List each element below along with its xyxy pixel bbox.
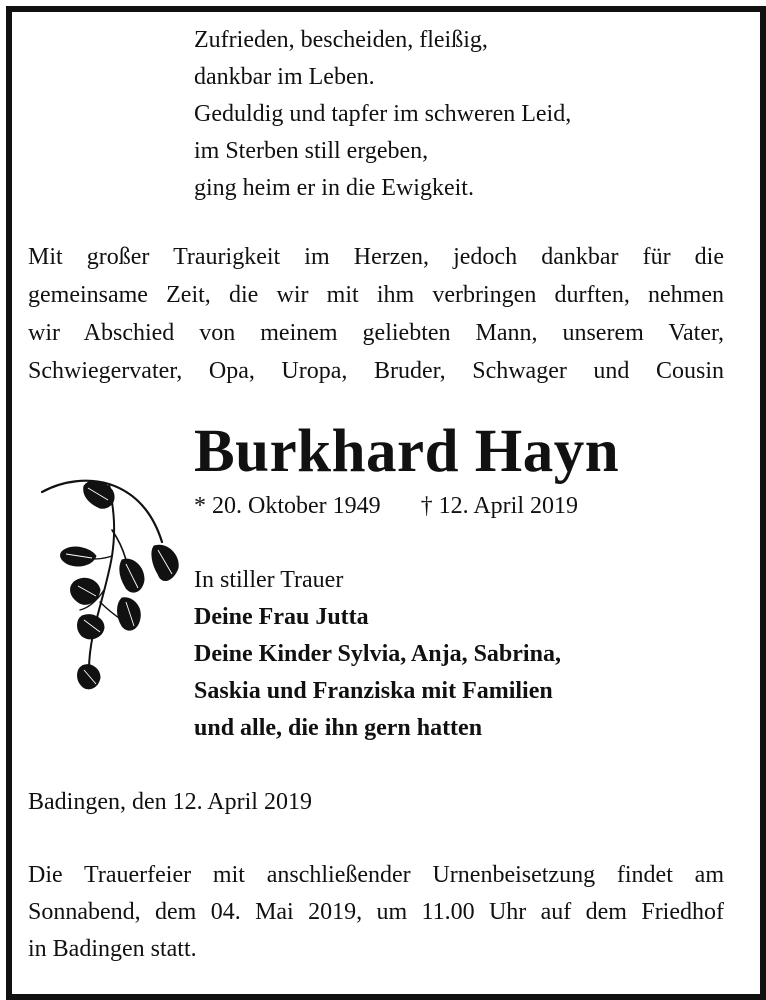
- poem-line: Zufrieden, bescheiden, fleißig,: [194, 27, 488, 53]
- mourning-intro: In stiller Trauer: [194, 567, 344, 593]
- poem-line: dankbar im Leben.: [194, 64, 375, 90]
- birch-branch-icon: [34, 470, 184, 702]
- poem-line: im Sterben still ergeben,: [194, 138, 429, 164]
- mourner-line: Saskia und Franziska mit Familien: [194, 678, 553, 704]
- intro-line: Schwiegervater, Opa, Uropa, Bruder, Schwager und Cousin: [28, 358, 724, 384]
- place-date: Badingen, den 12. April 2019: [28, 789, 312, 815]
- intro-line: gemeinsame Zeit, die wir mit ihm verbringen durften, nehmen: [28, 282, 724, 308]
- poem-line: Geduldig und tapfer im schweren Leid,: [194, 101, 572, 127]
- intro-line: Mit großer Traurigkeit im Herzen, jedoch dankbar für die: [28, 244, 724, 270]
- poem: [194, 22, 571, 207]
- funeral-line: in Badingen statt.: [28, 936, 197, 962]
- death-date: † 12. April 2019: [420, 493, 578, 519]
- funeral-line: Die Trauerfeier mit anschließender Urnenbeisetzung findet am: [28, 862, 724, 888]
- mourners: [194, 562, 561, 747]
- deceased-name: Burkhard Hayn: [194, 418, 620, 485]
- intro-line: wir Abschied von meinem geliebten Mann, unserem Vater,: [28, 320, 724, 346]
- funeral-notice: [28, 857, 724, 968]
- intro-text: [28, 238, 724, 390]
- life-dates: [194, 488, 578, 524]
- funeral-line: Sonnabend, dem 04. Mai 2019, um 11.00 Uhr auf dem Friedhof: [28, 899, 724, 925]
- mourner-line: Deine Kinder Sylvia, Anja, Sabrina,: [194, 641, 561, 667]
- mourner-line: und alle, die ihn gern hatten: [194, 715, 483, 741]
- poem-line: ging heim er in die Ewigkeit.: [194, 175, 474, 201]
- birth-date: * 20. Oktober 1949: [194, 493, 381, 519]
- mourner-line: Deine Frau Jutta: [194, 604, 369, 630]
